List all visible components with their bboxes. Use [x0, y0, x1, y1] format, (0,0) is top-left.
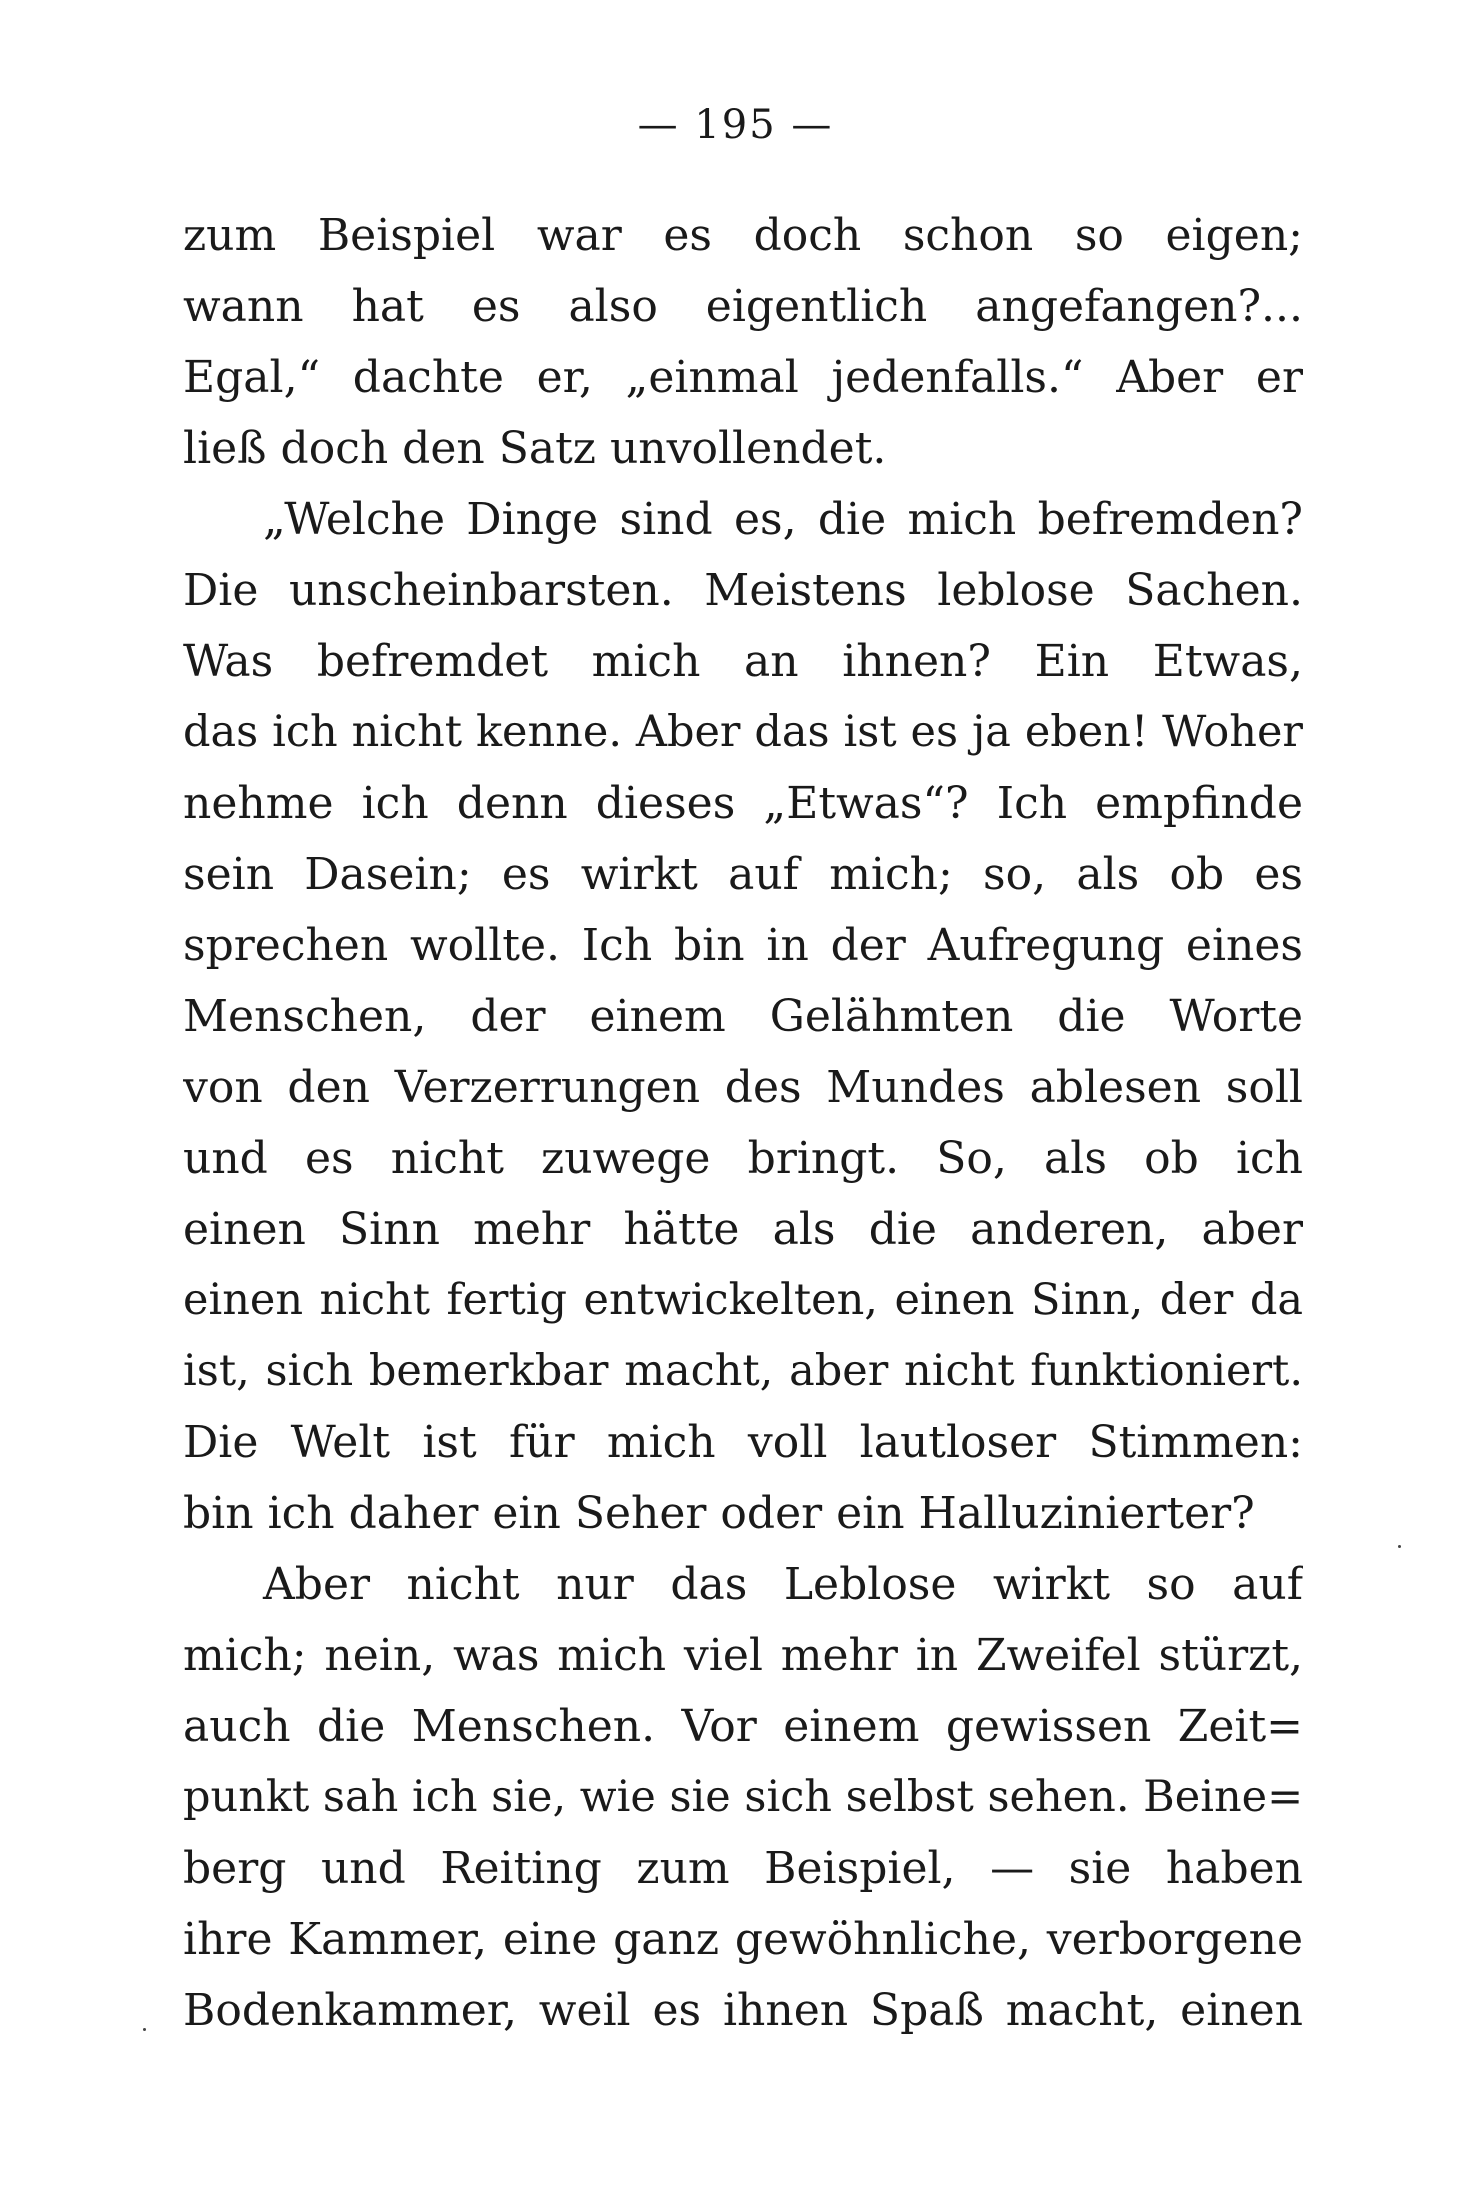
- text-line: berg und Reiting zum Beispiel, — sie haben: [183, 1843, 1303, 1894]
- text-line: bin ich daher ein Seher oder ein Halluzinierter?: [183, 1488, 1255, 1539]
- text-line: einen nicht fertig entwickelten, einen Sinn, der da: [183, 1275, 1303, 1325]
- text-line: Menschen, der einem Gelähmten die Worte: [183, 991, 1303, 1042]
- text-line: mich; nein, was mich viel mehr in Zweifel stürzt,: [183, 1630, 1303, 1681]
- text-line: einen Sinn mehr hätte als die anderen, aber: [183, 1204, 1303, 1255]
- body-text: [183, 200, 1303, 2046]
- text-line: Egal,“ dachte er, „einmal jedenfalls.“ Aber er: [183, 352, 1303, 403]
- text-line: von den Verzerrungen des Mundes ablesen soll: [183, 1062, 1303, 1113]
- text-line: sprechen wollte. Ich bin in der Aufregung eines: [183, 920, 1303, 971]
- text-line: das ich nicht kenne. Aber das ist es ja eben! Woher: [183, 707, 1303, 757]
- text-line: Die unscheinbarsten. Meistens leblose Sachen.: [183, 565, 1303, 616]
- scan-speck: [1398, 1545, 1401, 1548]
- page-number: — 195 —: [637, 102, 834, 148]
- text-line: zum Beispiel war es doch schon so eigen;: [183, 210, 1303, 261]
- text-line: ließ doch den Satz unvollendet.: [183, 423, 887, 474]
- text-line: auch die Menschen. Vor einem gewissen Zeit=: [183, 1701, 1303, 1752]
- text-line: punkt sah ich sie, wie sie sich selbst sehen. Beine=: [183, 1772, 1303, 1822]
- text-line: Aber nicht nur das Leblose wirkt so auf: [263, 1559, 1303, 1610]
- text-line: sein Dasein; es wirkt auf mich; so, als ob es: [183, 849, 1303, 900]
- text-line: Die Welt ist für mich voll lautloser Stimmen:: [183, 1417, 1303, 1468]
- text-line: Was befremdet mich an ihnen? Ein Etwas,: [183, 636, 1303, 687]
- scan-speck: [143, 2028, 146, 2031]
- text-line: und es nicht zuwege bringt. So, als ob ich: [183, 1133, 1303, 1184]
- text-line: ihre Kammer, eine ganz gewöhnliche, verborgene: [183, 1914, 1303, 1965]
- text-line: ist, sich bemerkbar macht, aber nicht funktioniert.: [183, 1346, 1303, 1396]
- text-line: „Welche Dinge sind es, die mich befremden?: [263, 494, 1303, 545]
- text-line: Bodenkammer, weil es ihnen Spaß macht, einen: [183, 1985, 1303, 2036]
- text-line: wann hat es also eigentlich angefangen?...: [183, 281, 1303, 332]
- text-line: nehme ich denn dieses „Etwas“? Ich empfinde: [183, 778, 1303, 829]
